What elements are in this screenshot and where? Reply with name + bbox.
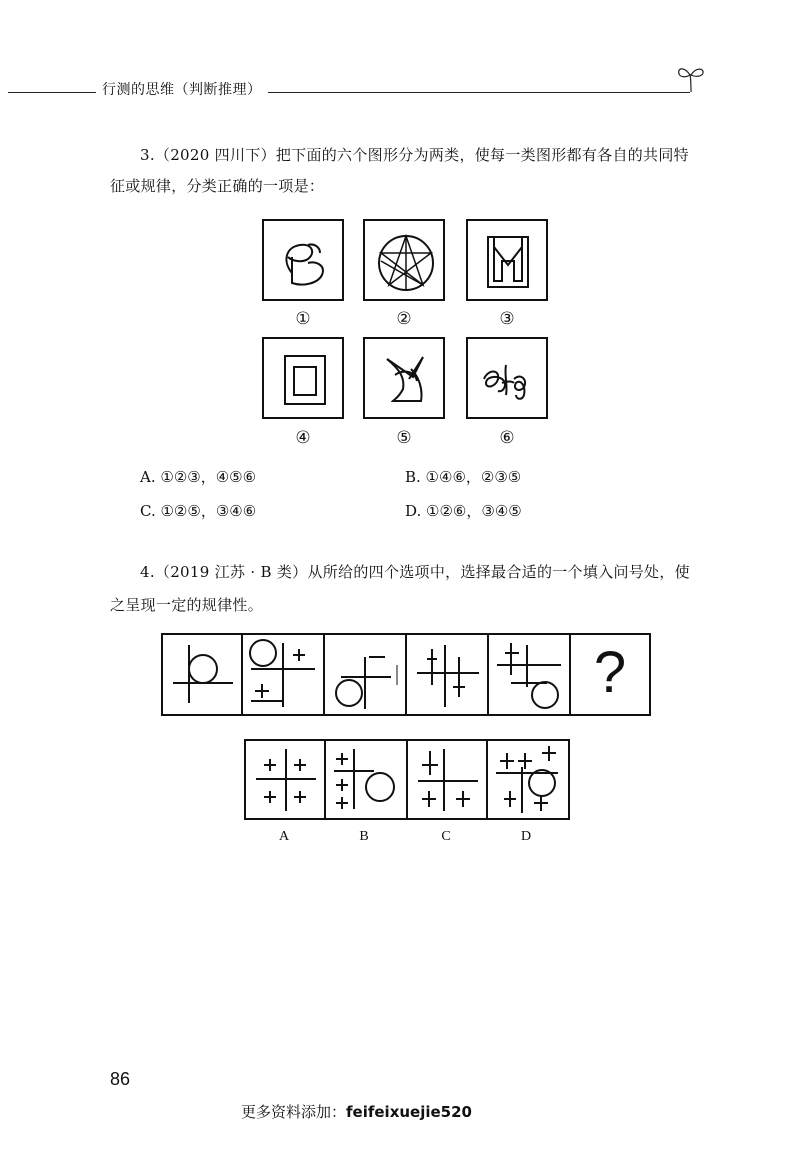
q3-figure-3 — [466, 219, 548, 301]
q4-sequence-cell-5 — [489, 635, 571, 714]
footer-label: 更多资料添加： — [241, 1103, 347, 1121]
q3-figure-1 — [262, 219, 344, 301]
q4-option-d-figure[interactable] — [488, 741, 568, 818]
q4-option-label-c: C — [441, 829, 451, 844]
q3-option-c[interactable]: C. ①②⑤，③④⑥ — [140, 502, 257, 520]
q4-option-label-b: B — [359, 829, 369, 844]
q4-option-label-d: D — [520, 829, 532, 844]
q4-text-line2: 之呈现一定的规律性。 — [110, 596, 264, 614]
q4-question-mark: ? — [593, 640, 627, 705]
header-rule-left — [8, 92, 96, 93]
q3-figure-4 — [262, 337, 344, 419]
q4-sequence-cell-3 — [325, 635, 407, 714]
q4-option-label-a: A — [278, 829, 290, 844]
q3-figure-2 — [363, 219, 445, 301]
q4-text-line1: 4.（2019 江苏 · B 类）从所给的四个选项中，选择最合适的一个填入问号处，使 — [140, 563, 690, 581]
q4-option-c-figure[interactable] — [408, 741, 488, 818]
q3-label-2: ② — [396, 309, 412, 329]
q4-sequence-cell-2 — [243, 635, 325, 714]
q3-label-3: ③ — [499, 309, 515, 329]
q4-option-a-figure[interactable] — [246, 741, 326, 818]
q4-options-strip — [244, 739, 570, 820]
footer-contact: feifeixuejie520 — [346, 1103, 472, 1121]
header-title: 行测的思维（判断推理） — [102, 82, 262, 98]
q3-label-1: ① — [295, 309, 311, 329]
q3-option-b[interactable]: B. ①④⑥，②③⑤ — [405, 468, 522, 486]
header-rule-right — [268, 92, 690, 93]
q3-text-line1: 3.（2020 四川下）把下面的六个图形分为两类，使每一类图形都有各自的共同特 — [140, 146, 689, 164]
q4-option-b-figure[interactable] — [326, 741, 408, 818]
q4-sequence-strip — [161, 633, 651, 716]
q4-sequence-cell-4 — [407, 635, 489, 714]
q3-figure-6 — [466, 337, 548, 419]
q3-option-a[interactable]: A. ①②③，④⑤⑥ — [140, 468, 257, 486]
sprout-icon — [674, 62, 708, 94]
footer-note — [241, 1101, 472, 1122]
q3-option-d[interactable]: D. ①②⑥，③④⑤ — [405, 502, 522, 520]
q4-sequence-cell-question — [571, 635, 649, 714]
q3-figure-5 — [363, 337, 445, 419]
q3-label-6: ⑥ — [499, 428, 515, 448]
q3-label-5: ⑤ — [396, 428, 412, 448]
q4-sequence-cell-1 — [163, 635, 243, 714]
q3-label-4: ④ — [295, 428, 311, 448]
page-number: 86 — [110, 1069, 131, 1089]
q3-text-line2: 征或规律，分类正确的一项是： — [110, 177, 325, 195]
